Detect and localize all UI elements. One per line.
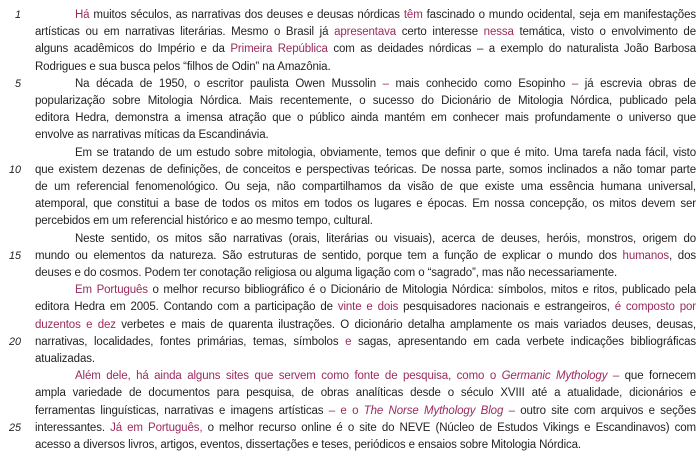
text-line xyxy=(0,368,700,385)
text-segment: percebidos em um referencial histórico e ao mesmo tempo, cultural. xyxy=(35,215,373,228)
line-number xyxy=(0,145,35,162)
highlighted-text: Já em Português, xyxy=(110,421,203,434)
text-line xyxy=(0,41,700,58)
text-segment: sagas, apresentando em cada verbete indicações bibliográficas xyxy=(351,335,696,348)
line-number: 20 xyxy=(8,335,21,348)
text-line xyxy=(0,317,700,334)
highlighted-text: têm xyxy=(403,9,423,21)
line-number xyxy=(0,213,35,230)
text-line-content xyxy=(35,248,696,265)
line-number xyxy=(0,41,35,58)
text-segment: outro site com arquivos e seções xyxy=(514,404,696,417)
line-number xyxy=(0,351,35,368)
text-segment: muitos séculos, as narrativas dos deuses e deusas nórdicas xyxy=(89,9,404,21)
line-number xyxy=(0,196,35,213)
text-line-content xyxy=(35,265,696,282)
highlighted-text: Em Português xyxy=(75,284,148,297)
line-number xyxy=(0,231,35,248)
highlighted-text: – e o xyxy=(328,404,364,417)
highlighted-text: The Norse Mythology Blog xyxy=(363,404,504,417)
text-segment: pesquisadores nacionais e estrangeiros, xyxy=(398,301,615,314)
highlighted-text: é composto por xyxy=(614,301,696,314)
text-line-content xyxy=(35,41,696,58)
text-segment: verbetes e mais de quarenta ilustrações. O dicionário detalha amplamente os mais variados deuses, deusas, xyxy=(115,318,696,331)
text-line-content xyxy=(35,351,696,368)
text-line-content xyxy=(35,145,696,162)
text-line xyxy=(0,179,700,196)
text-line xyxy=(0,282,700,299)
text-line-content xyxy=(35,317,696,334)
text-segment: , dos xyxy=(669,249,696,262)
text-segment: que fornecem xyxy=(619,370,696,383)
text-line-content xyxy=(35,299,696,316)
line-number xyxy=(0,385,35,402)
line-number xyxy=(0,93,35,110)
text-segment: o melhor recurso bibliográfico é o Dicionário de Mitologia Nórdica: símbolos, mitos e ritos, publicado pela xyxy=(147,284,696,297)
text-line-content xyxy=(35,110,696,127)
text-line-content xyxy=(35,179,696,196)
line-number xyxy=(0,127,35,144)
text-line xyxy=(0,403,700,420)
text-line-content xyxy=(35,403,696,420)
text-line xyxy=(0,162,700,179)
line-number: 5 xyxy=(14,77,21,90)
text-segment: de um referencial fenomenológico. Ou seja, não compartilhamos da visão de que existe uma essência humana universal, xyxy=(35,181,696,194)
text-segment: mundo ou elementos da natureza. São estruturas de sentido, porque tem a função de explicar o mundo dos xyxy=(35,249,623,262)
text-line-content xyxy=(35,385,696,402)
highlighted-text: – xyxy=(382,77,389,90)
line-number: 10 xyxy=(8,163,21,176)
text-line xyxy=(0,24,700,41)
highlighted-text: Primeira República xyxy=(230,43,328,56)
text-line-content xyxy=(35,334,696,351)
text-line-content xyxy=(35,7,696,24)
line-number: 1 xyxy=(14,9,21,21)
text-line xyxy=(0,145,700,162)
text-line-content xyxy=(35,437,696,454)
text-line xyxy=(0,420,700,437)
line-number xyxy=(0,282,35,299)
text-segment: Em se tratando de um estudo sobre mitologia, obviamente, temos que definir o que é mito. Uma tarefa nada fácil, visto xyxy=(75,146,696,159)
text-segment: editora Hedra em 2005. Contando com a participação de xyxy=(35,301,338,314)
text-segment: fascinado o mundo ocidental, seja em manifestações xyxy=(422,9,696,21)
text-segment: atualizadas. xyxy=(35,353,95,366)
text-line-content xyxy=(35,162,696,179)
line-number xyxy=(0,265,35,282)
line-number xyxy=(0,24,35,41)
text-line xyxy=(0,76,700,93)
line-number xyxy=(0,403,35,420)
text-segment: ampla variedade de documentos para pesquisa, de obras analíticas desde o século XVIII até a atualidade, dicionários e xyxy=(35,387,696,400)
text-segment: Na década de 1950, o escritor paulista Owen Mussolin xyxy=(75,77,383,90)
text-segment: que existem dezenas de definições, de conceitos e perspectivas teóricas. De nossa parte, somos inclinados a não tomar parte xyxy=(35,163,696,176)
highlighted-text: nessa xyxy=(483,26,514,39)
text-segment: editora Hedra, demonstra a imensa atração que o público ainda mantém em conhecer mais profundamente o universo que xyxy=(35,112,696,125)
text-line-content xyxy=(35,196,696,213)
highlighted-text: apresentava xyxy=(334,26,397,39)
text-segment: já escrevia obras de xyxy=(578,77,696,90)
highlighted-text: – xyxy=(571,77,579,90)
text-line-content xyxy=(35,368,696,385)
text-line xyxy=(0,110,700,127)
text-segment: ferramentas linguísticas, narrativas e imagens artísticas xyxy=(35,404,329,417)
text-segment: temática, visto o envolvimento de xyxy=(513,26,696,39)
text-line xyxy=(0,334,700,351)
line-number: 15 xyxy=(8,249,21,262)
text-line-content xyxy=(35,24,696,41)
highlighted-text: e xyxy=(345,335,352,348)
line-number xyxy=(0,317,35,334)
text-segment: mais conhecido como Esopinho xyxy=(388,77,572,90)
text-line-content xyxy=(35,282,696,299)
text-line-content xyxy=(35,76,696,93)
text-segment: Neste sentido, os mitos são narrativas (orais, literárias ou visuais), acerca de deuses, heróis, monstros, origem do xyxy=(75,232,696,245)
text-line-content xyxy=(35,213,696,230)
text-line-content xyxy=(35,231,696,248)
lines-container xyxy=(0,7,700,454)
line-number xyxy=(0,437,35,454)
highlighted-text: Além dele, há ainda alguns sites que servem como fonte de pesquisa, como o xyxy=(75,370,502,383)
highlighted-text: duzentos e dez xyxy=(35,318,116,331)
text-segment: o melhor recurso online é o site do NEVE (Núcleo de Estudos Vikings e Escandinavos) com xyxy=(202,421,696,434)
text-segment: artísticas ou em narrativas literárias. Mesmo o Brasil já xyxy=(35,26,335,39)
text-segment: acesso a diversos livros, artigos, eventos, dissertações e teses, periódicos e ensaios sobre Mitologia Nórdica. xyxy=(35,439,581,452)
text-line xyxy=(0,265,700,282)
text-segment: certo interesse xyxy=(396,26,484,39)
text-segment: com as deidades nórdicas – a exemplo do naturalista João Barbosa xyxy=(327,43,697,56)
text-line-content xyxy=(35,420,696,437)
text-segment: envolve as narrativas míticas da Escandinávia. xyxy=(35,129,269,142)
text-segment: alguns acadêmicos do Império e da xyxy=(35,43,231,56)
text-segment: Rodrigues e sua busca pelos “filhos de Odin” na Amazônia. xyxy=(35,60,331,73)
line-number xyxy=(0,368,35,385)
text-line xyxy=(0,196,700,213)
text-line xyxy=(0,248,700,265)
text-line xyxy=(0,437,700,454)
line-number xyxy=(0,299,35,316)
text-segment: narrativas, localidades, fontes primárias, temas, símbolos xyxy=(35,335,346,348)
text-segment: interessantes. xyxy=(35,421,111,434)
text-segment: deuses e do cosmos. Podem ter conotação religiosa ou alguma ligação com o “sagrado”, mas não necessariamente. xyxy=(35,267,618,280)
line-number xyxy=(0,59,35,76)
highlighted-text: Há xyxy=(75,9,90,21)
highlighted-text: humanos xyxy=(622,249,670,262)
line-number: 25 xyxy=(8,421,21,434)
text-line-content xyxy=(35,93,696,110)
line-number xyxy=(0,179,35,196)
text-segment: atemporal, que constitui a base de todos os mitos em todos os lugares e épocas. Em nossa concepção, os mitos devem ser xyxy=(35,198,696,211)
highlighted-text: – xyxy=(607,370,620,383)
text-line xyxy=(0,213,700,230)
highlighted-text: vinte e dois xyxy=(337,301,399,314)
text-line xyxy=(0,59,700,76)
text-line xyxy=(0,127,700,144)
text-line xyxy=(0,231,700,248)
text-line xyxy=(0,351,700,368)
text-line xyxy=(0,7,700,24)
text-line xyxy=(0,93,700,110)
text-segment: popularização sobre Mitologia Nórdica. Mais recentemente, o sucesso do Dicionário de Mitologia Nórdica, publicado pela xyxy=(35,95,696,108)
highlighted-text: Germanic Mythology xyxy=(501,370,608,383)
line-number xyxy=(0,110,35,127)
text-line-content xyxy=(35,127,696,144)
text-line xyxy=(0,299,700,316)
highlighted-text: – xyxy=(503,404,515,417)
text-line-content xyxy=(35,59,696,76)
text-line xyxy=(0,385,700,402)
